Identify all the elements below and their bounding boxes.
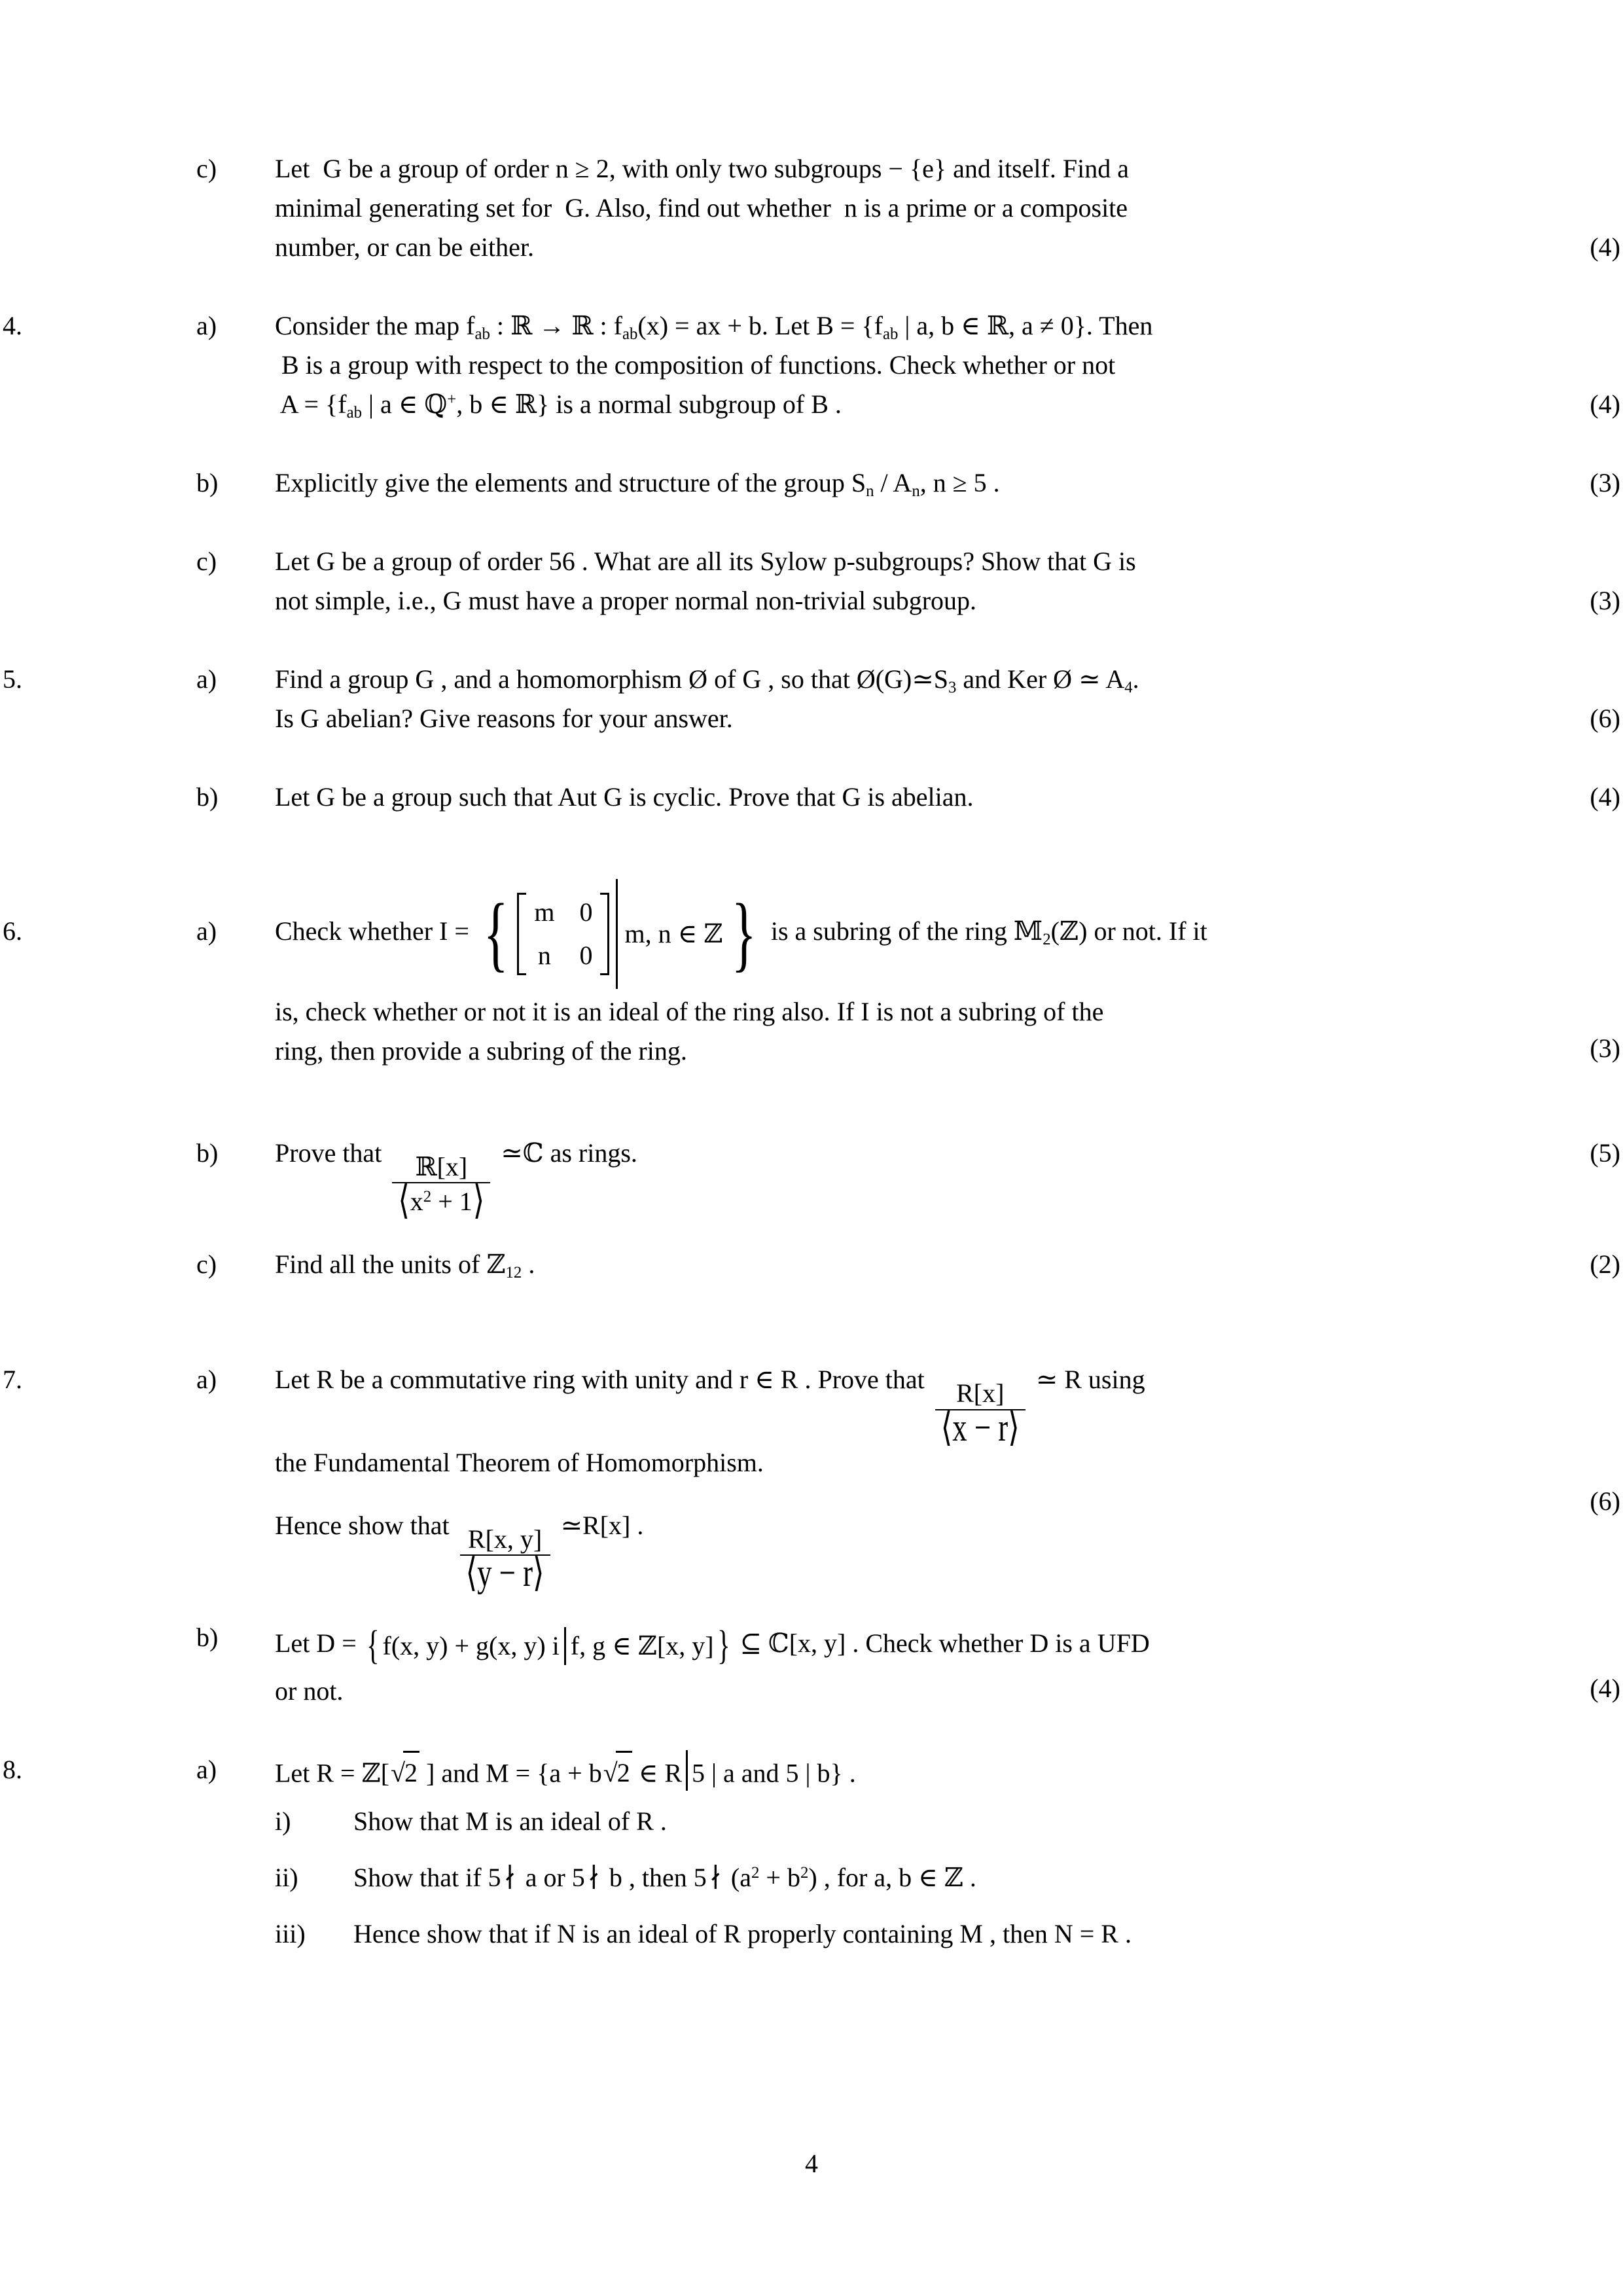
- q8ii-t4: (a: [724, 1863, 751, 1893]
- question-item-5a: [0, 660, 1623, 738]
- question-sublabel-7a: a): [196, 1365, 217, 1395]
- subitem-label-ii: ii): [275, 1863, 298, 1893]
- q4a-sub-ab-2: ab: [622, 325, 638, 343]
- question-number-7: 7.: [3, 1365, 22, 1395]
- fraction-denominator-xr: ⟨x − r⟩: [935, 1409, 1026, 1443]
- q4b-t1: Explicitly give the elements and structure of the group S: [275, 468, 866, 497]
- marks-value-6b: (5): [1590, 1138, 1620, 1168]
- q6c-t2: .: [522, 1249, 535, 1280]
- matrix-ring-symbol: 𝕄: [1013, 916, 1043, 946]
- q4a-l3p3: , b ∈: [456, 389, 515, 419]
- quotient-ring-fraction: [392, 1151, 490, 1223]
- question-item-5b: [0, 778, 1623, 817]
- q4a-plus-sup: +: [447, 391, 457, 409]
- set-builder-bar: [616, 879, 618, 989]
- subitem-label-iii: iii): [275, 1919, 306, 1949]
- q7b-l1p2: [x, y] . Check whether D is a UFD: [789, 1628, 1150, 1658]
- matrix-left-bracket: [517, 893, 526, 975]
- question-item-c-continued: [0, 149, 1623, 267]
- subitem-label-i: i): [275, 1806, 291, 1837]
- question-item-6b: [0, 1110, 1623, 1223]
- question-text-5a: [275, 660, 1544, 738]
- matrix-ring-arg: (ℤ): [1050, 916, 1088, 946]
- q8a-l1p2: [: [380, 1758, 390, 1788]
- q8a-l1p5: 5 | a and 5 | b} .: [692, 1758, 856, 1788]
- q4b-sub-n-1: n: [866, 482, 874, 500]
- question-sublabel-6c: c): [196, 1249, 217, 1280]
- not-divides-icon-1: ∤: [503, 1863, 516, 1893]
- square-root-1: √2: [389, 1751, 419, 1793]
- question-text-8a: [275, 1750, 1544, 1793]
- q5a-A-sub: 4: [1124, 678, 1133, 696]
- question-number-5: 5.: [3, 664, 22, 694]
- question-sublabel-5b: b): [196, 782, 219, 812]
- q1c-var-G: G: [323, 154, 342, 183]
- question-subitem-8a-iii: [0, 1914, 1623, 1954]
- q1c-line1-b: be a group of order: [342, 154, 556, 183]
- q4a-l1p8: , a ≠ 0}: [1008, 311, 1086, 340]
- q6a-line2: is, check whether or not it is an ideal of the ring also. If I is not a subring of the: [275, 996, 1104, 1026]
- question-text-6b: [275, 1110, 1544, 1223]
- set-D-condition: f, g ∈ ℤ[x, y]: [570, 1630, 714, 1660]
- question-text-4a: [275, 306, 1544, 424]
- matrix-cell-m21: n: [537, 940, 551, 970]
- question-text: [275, 149, 1544, 267]
- q1c-line1-a: Let: [275, 154, 310, 183]
- question-sublabel: c): [196, 154, 217, 183]
- fraction-numerator: ℝ[x]: [415, 1151, 468, 1181]
- phi-symbol-2: Ø: [856, 664, 876, 694]
- question-number-8: 8.: [3, 1754, 22, 1784]
- q4a-l2-B: B: [281, 350, 299, 380]
- q4a-reals-3: ℝ: [986, 311, 1008, 340]
- q7b-line2: or not.: [275, 1676, 344, 1706]
- question-sublabel-6a: a): [196, 916, 217, 946]
- den-rest: + 1: [431, 1187, 473, 1216]
- question-number-4: 4.: [3, 311, 22, 340]
- fraction-numerator-rxy: R[x, y]: [467, 1524, 543, 1554]
- fraction-numerator-rx: R[x]: [956, 1378, 1005, 1408]
- marks-value: (4): [1590, 232, 1620, 262]
- q4c-line2: not simple, i.e., G must have a proper normal non-trivial subgroup.: [275, 586, 977, 615]
- q4a-reals-1: ℝ: [510, 311, 533, 340]
- question-text-7b: [275, 1618, 1544, 1711]
- question-sublabel-5a: a): [196, 664, 217, 694]
- set-D-elements: f(x, y) + g(x, y) i: [382, 1630, 560, 1660]
- q8a-l1p1: Let R =: [275, 1758, 362, 1788]
- fraction-denominator: [392, 1177, 490, 1223]
- set-left-brace: {: [366, 1623, 380, 1668]
- question-item-6c: [0, 1245, 1623, 1284]
- q6a-l1p3: or not. If it: [1087, 916, 1207, 946]
- q8ii-t5: + b: [759, 1863, 800, 1893]
- quotient-ring-fraction-1: [935, 1378, 1026, 1450]
- question-item-4b: [0, 463, 1623, 503]
- matrix-right-bracket: [600, 893, 609, 975]
- q1c-ineq: ≥ 2: [568, 154, 609, 183]
- q1c-line2-a: minimal generating set for: [275, 193, 552, 223]
- q4a-l1p7: | a, b ∈: [898, 311, 987, 340]
- den-exponent: 2: [423, 1188, 432, 1206]
- question-item-7a: [0, 1340, 1623, 1595]
- q8ii-t2: a or 5: [518, 1863, 585, 1893]
- q6a-line3: ring, then provide a subring of the ring.: [275, 1035, 687, 1066]
- q8a-l1p4: ∈ R: [632, 1758, 682, 1788]
- set-right-brace: }: [717, 1623, 730, 1668]
- q4a-l1p6: . Let B = {f: [761, 311, 883, 340]
- angle-bracket-open: ⟨: [398, 1177, 410, 1223]
- question-item-6a: [0, 873, 1623, 1071]
- q1c-line1-d: and itself. Find a: [946, 154, 1129, 183]
- q5a-l1p2: of G , so that: [707, 664, 857, 694]
- integers-symbol: ℤ: [704, 918, 723, 948]
- quotient-ring-fraction-2: [460, 1524, 550, 1595]
- question-item-7b: [0, 1618, 1623, 1711]
- matrix-set-expression: [476, 876, 764, 992]
- matrix-cell-m12: 0: [579, 897, 593, 927]
- set-D-bar: [564, 1627, 566, 1665]
- q6c-t1: Find all the units of: [275, 1249, 487, 1280]
- q8ii-sup-1: 2: [751, 1864, 760, 1882]
- q5a-simeq-2: ≃: [1072, 664, 1106, 694]
- question-text-6a: [275, 873, 1544, 1071]
- q1c-line3: number, or can be either.: [275, 232, 535, 262]
- q4a-l1p2: :: [490, 311, 511, 340]
- matrix-cell-m11: m: [534, 897, 555, 927]
- q5a-S-sub: 3: [948, 678, 957, 696]
- question-subitem-8a-i: [0, 1802, 1623, 1841]
- marks-value-4c: (3): [1590, 586, 1620, 615]
- q8ii-sup-2: 2: [800, 1864, 809, 1882]
- integers-symbol-8ii: ℤ: [944, 1863, 963, 1893]
- q4b-t2: / A: [874, 468, 912, 497]
- question-text-4b: [275, 463, 1544, 503]
- q7a-line2: the Fundamental Theorem of Homomorphism.: [275, 1448, 764, 1478]
- question-sublabel-7b: b): [196, 1622, 219, 1652]
- question-list: [0, 149, 1623, 1954]
- q5a-l1p3: (G): [875, 664, 912, 694]
- q7a-l3p1: Hence show that: [275, 1511, 450, 1541]
- q4a-rationals: ℚ: [424, 389, 448, 419]
- right-curly-brace: }: [732, 887, 757, 980]
- q4a-sub-ab-3: ab: [882, 325, 899, 343]
- q4a-l1p9: . Then: [1086, 311, 1153, 340]
- q4a-reals-2: ℝ: [571, 311, 594, 340]
- matrix-ring-sub: 2: [1043, 930, 1051, 948]
- q6a-l1p2: is a subring of the ring: [770, 916, 1014, 946]
- q8ii-t1: Show that if 5: [353, 1863, 501, 1893]
- q5a-simeq-1: ≃: [912, 664, 934, 694]
- matrix-cell-m22: 0: [579, 940, 593, 970]
- q8ii-t3: b , then 5: [602, 1863, 707, 1893]
- q7a-R: R: [1058, 1365, 1082, 1395]
- not-divides-icon-2: ∤: [587, 1863, 600, 1893]
- fraction-denominator-yr: ⟨y − r⟩: [460, 1554, 550, 1588]
- integers-symbol-8a: ℤ: [361, 1758, 381, 1788]
- page-number: 4: [805, 2149, 818, 2178]
- phi-symbol-1: Ø: [688, 664, 708, 694]
- set-D-expression: [363, 1621, 734, 1672]
- marks-value-7b: (4): [1590, 1673, 1620, 1703]
- q4a-l2-rest: is a group with respect to the composition of functions. Check whether or not: [298, 350, 1116, 380]
- q4a-l1p1: Consider the map f: [275, 311, 475, 340]
- q7b-l1p1: Let D =: [275, 1628, 357, 1658]
- q8a-l1p3: ] and M = {a + b: [419, 1758, 602, 1788]
- q5a-A: A: [1105, 664, 1125, 694]
- subitem-text-ii: [353, 1858, 1544, 1897]
- marks-value-4b: (3): [1590, 468, 1620, 497]
- square-root-2: √2: [602, 1751, 632, 1793]
- q4c-line1: Let G be a group of order 56 . What are all its Sylow p-subgroups? Show that G is: [275, 547, 1136, 576]
- integers-mod-sub: 12: [505, 1264, 522, 1282]
- question-sublabel-6b: b): [196, 1138, 219, 1168]
- q1c-line2-c: is a prime or a composite: [857, 193, 1128, 223]
- question-sublabel-a: a): [196, 311, 217, 340]
- q4a-l3p5: is a normal subgroup of B .: [549, 389, 842, 419]
- subitem-text-iii: Hence show that if N is an ideal of R properly containing M , then N = R .: [353, 1919, 1132, 1949]
- q8ii-t7: .: [963, 1863, 976, 1893]
- marks-value-5b: (4): [1590, 782, 1620, 812]
- q6a-l1p1: Check whether I =: [275, 916, 469, 946]
- q5a-l1p4: and Ker: [956, 664, 1054, 694]
- question-text-5b: Let G be a group such that Aut G is cyclic. Prove that G is abelian.: [275, 782, 974, 812]
- q4a-l3-sub: ab: [346, 403, 362, 422]
- q1c-line2-G: G: [565, 193, 584, 223]
- question-text-4c: [275, 542, 1544, 620]
- phi-symbol-3: Ø: [1053, 664, 1073, 694]
- q4a-l3p4: }: [537, 389, 550, 419]
- marks-value-6c: (2): [1590, 1249, 1620, 1280]
- q4a-l1p3: →: [532, 311, 572, 340]
- q6b-suffix: as rings.: [543, 1138, 637, 1168]
- not-divides-icon-3: ∤: [709, 1863, 722, 1893]
- integers-mod-symbol: ℤ: [486, 1249, 506, 1280]
- q4a-l3p1: A = {f: [279, 389, 347, 419]
- complex-poly-symbol: ℂ: [768, 1628, 789, 1658]
- question-subitem-8a-ii: [0, 1858, 1623, 1897]
- angle-bracket-close: ⟩: [473, 1177, 485, 1223]
- q5a-S: S: [933, 664, 949, 694]
- q4a-l1p5: (x) = ax + b: [637, 311, 762, 340]
- question-item-4c: [0, 542, 1623, 620]
- matrix-condition: m, n ∈ ℤ: [624, 918, 723, 948]
- q4a-l1p4: : f: [593, 311, 622, 340]
- q7a-simeq: ≃: [1035, 1365, 1058, 1395]
- q5a-l1p5: .: [1132, 664, 1139, 694]
- q4a-l3p2: | a ∈: [361, 389, 425, 419]
- matrix-cells: [526, 893, 600, 975]
- matrix-2x2: [517, 893, 609, 975]
- q4a-reals-4: ℝ: [514, 389, 537, 419]
- q7a-l1p1: Let R be a commutative ring with unity and r ∈ R . Prove that: [275, 1365, 925, 1395]
- q1c-line2-b: . Also, find out whether: [584, 193, 831, 223]
- q7b-subset: ⊆: [733, 1628, 768, 1658]
- set-builder-bar-8a: [686, 1750, 688, 1791]
- q6b-simeq: ≃: [501, 1138, 523, 1168]
- q7a-l1p2: using: [1081, 1365, 1145, 1395]
- q6b-prefix: Prove that: [275, 1138, 382, 1168]
- marks-value-5a: (6): [1590, 704, 1620, 733]
- q1c-line2-n: n: [844, 193, 857, 223]
- complex-symbol: ℂ: [522, 1138, 544, 1168]
- q4a-sub-ab-1: ab: [474, 325, 490, 343]
- q1c-var-n: n: [555, 154, 569, 183]
- subitem-text-i: Show that M is an ideal of R .: [353, 1806, 667, 1837]
- question-sublabel-8a: a): [196, 1754, 217, 1784]
- left-curly-brace: {: [483, 887, 508, 980]
- q8ii-t6: ) , for a, b ∈: [808, 1863, 944, 1893]
- marks-value-4a: (4): [1590, 389, 1620, 419]
- question-text-7a: [275, 1340, 1544, 1595]
- q5a-line2: Is G abelian? Give reasons for your answer.: [275, 704, 733, 733]
- q7a-l3p2: R[x] .: [582, 1511, 644, 1541]
- question-sublabel-b: b): [196, 468, 219, 497]
- q1c-set: − {e}: [888, 154, 947, 183]
- question-number-6: 6.: [3, 916, 22, 946]
- q7a-l3-simeq: ≃: [560, 1511, 583, 1541]
- question-item-8a: [0, 1750, 1623, 1793]
- q5a-l1p1: Find a group G , and a homomorphism: [275, 664, 689, 694]
- marks-value-6a: (3): [1590, 1033, 1620, 1063]
- q4b-sub-n-2: n: [912, 482, 920, 500]
- question-text-6c: [275, 1245, 1544, 1284]
- den-x: x: [410, 1187, 423, 1216]
- q4b-t3: , n ≥ 5 .: [919, 468, 1000, 497]
- marks-value-7a: (6): [1590, 1486, 1620, 1516]
- q1c-line1-c: , with only two subgroups: [609, 154, 889, 183]
- question-item-4a: [0, 306, 1623, 424]
- question-sublabel-c: c): [196, 547, 217, 576]
